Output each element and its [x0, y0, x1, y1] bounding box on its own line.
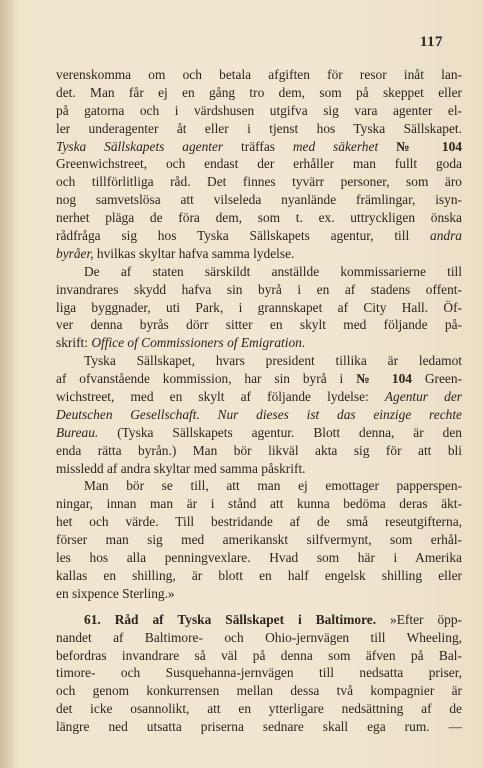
bold-text: № 104: [356, 371, 412, 387]
text-segment: De af staten särskildt anställde kommissarierne till: [84, 263, 462, 279]
text-line: [56, 138, 462, 156]
italic-text: andra: [430, 228, 462, 244]
text-line: [56, 245, 462, 263]
text-line: [56, 424, 462, 442]
text-line: [56, 495, 462, 513]
text-segment: af ofvanstående kommission, har sin byrå i: [56, 371, 357, 387]
text-segment: het och värde. Till bestridande af de små reseutgifterna,: [56, 514, 462, 530]
text-segment: längre ned utsatta priserna sednare skall ega rum. —: [56, 719, 462, 735]
text-line: [56, 209, 462, 227]
text-line: [56, 531, 462, 549]
text-line: [56, 549, 462, 567]
text-line: [56, 120, 462, 138]
text-line: [56, 611, 462, 629]
italic-text: Tyska Sällskapets agenter: [56, 138, 224, 154]
text-segment: ver denna byrås dörr sitter en skylt med följande på-: [56, 317, 462, 333]
text-line: [56, 191, 462, 209]
italic-text: med säkerhet: [292, 138, 379, 154]
italic-text: Office of Commissioners of Emigration.: [91, 335, 306, 351]
page-number: 117: [419, 34, 443, 50]
text-segment: ningar, innan man är i stånd att kunna bedöma deras äkt-: [56, 496, 462, 512]
text-line: [56, 629, 462, 647]
text-line: [56, 227, 462, 245]
paragraph: [56, 263, 462, 352]
text-line: [56, 406, 462, 424]
text-segment: det icke osannolikt, att en ytterligare nedsättning af de: [56, 701, 462, 717]
text-segment: missledd af andra skyltar med samma påskrift.: [56, 460, 306, 476]
paragraph: [56, 352, 462, 477]
italic-text: Bureau.: [56, 424, 99, 440]
text-segment: timore- och Susquehanna-jernvägen till nedsatta priser,: [56, 665, 462, 681]
text-segment: en sixpence Sterling.»: [56, 585, 175, 601]
text-line: [56, 513, 462, 531]
text-line: [56, 682, 462, 700]
text-segment: nog samvetslösa att vilseleda nyanlände främlingar, isyn-: [56, 192, 462, 208]
text-line: [56, 352, 462, 370]
text-line: [56, 664, 462, 682]
body-text: [56, 66, 462, 736]
text-line: [56, 477, 462, 495]
text-segment: träffas: [223, 138, 293, 154]
text-line: [56, 460, 462, 478]
text-segment: och genom konkurrensen mellan dessa två kompagnier är: [56, 683, 462, 699]
text-segment: och tillförlitliga råd. Det finnes tyvärr personer, som äro: [56, 174, 462, 190]
text-segment: nandet af Baltimore- och Ohio-jernvägen till Wheeling,: [56, 629, 462, 645]
italic-text: Agentur der: [384, 389, 462, 405]
text-segment: det. Man får ej en gång tro dem, som på skeppet eller: [56, 84, 462, 100]
text-segment: enda rätta byrån.) Man bör likväl akta sig för att bli: [56, 442, 462, 458]
italic-text: Deutschen Gesellschaft. Nur dieses ist das einzige rechte: [56, 406, 462, 422]
text-segment: på gatorna och i värdshusen utgifva sig vara agenter el-: [56, 102, 462, 118]
text-line: [56, 647, 462, 665]
text-segment: ler underagenter åt eller i tjenst hos Tyska Sällskapet.: [56, 120, 462, 136]
text-segment: wichstreet, med en skylt af följande lydelse:: [56, 389, 385, 405]
text-segment: hvilkas skyltar hafva samma lydelse.: [93, 245, 295, 261]
text-segment: invandrares skydd hafva sin byrå i en af stadens offent-: [56, 281, 462, 297]
text-line: [56, 567, 462, 585]
text-line: [56, 281, 462, 299]
text-line: [56, 84, 462, 102]
paragraph: [56, 477, 462, 602]
text-segment: Tyska Sällskapet, hvars president tillika är ledamot: [84, 353, 462, 369]
text-line: [56, 66, 462, 84]
text-line: [56, 155, 462, 173]
text-line: [56, 316, 462, 334]
text-segment: befordras invandrare så väl på denna som äfven på Bal-: [56, 647, 462, 663]
text-line: [56, 442, 462, 460]
page-gutter: [0, 0, 14, 768]
text-segment: rådfråga sig hos Tyska Sällskapets agentur, till: [56, 228, 430, 244]
text-segment: liga byggnader, uti Park, i grannskapet af City Hall. Öf-: [56, 299, 462, 315]
bold-text: 61. Råd af Tyska Sällskapet i Baltimore.: [84, 611, 377, 627]
italic-text: byråer,: [56, 245, 94, 261]
text-segment: Man bör se till, att man ej emottager papperspen-: [84, 478, 462, 494]
text-line: [56, 173, 462, 191]
text-segment: kallas en shilling, är blott en half engelsk shilling eller: [56, 567, 462, 583]
text-segment: nerhet pläga de föra dem, som t. ex. uttryckligen önska: [56, 210, 462, 226]
text-line: [56, 102, 462, 120]
text-line: [56, 388, 462, 406]
text-line: [56, 334, 462, 352]
text-segment: Greenwichstreet, och endast der erhåller man fullt goda: [56, 156, 462, 172]
text-segment: »Efter öpp-: [376, 611, 462, 627]
text-line: [56, 299, 462, 317]
text-line: [56, 263, 462, 281]
bold-text: № 104: [378, 138, 462, 154]
text-segment: les hos alla penningvexlare. Hvad som här i Amerika: [56, 550, 462, 566]
text-segment: förser man sig med amerikanskt silfvermynt, som erhål-: [56, 532, 462, 548]
text-segment: Green-: [411, 371, 462, 387]
text-segment: verenskomma om och betala afgiften för resor inåt lan-: [56, 67, 462, 82]
paragraph: [56, 66, 462, 263]
text-line: [56, 700, 462, 718]
text-segment: skrift:: [56, 335, 92, 351]
text-line: [56, 585, 462, 603]
text-segment: (Tyska Sällskapets agentur. Blott denna, är den: [98, 424, 462, 440]
paragraph: [56, 611, 462, 736]
text-line: [56, 718, 462, 736]
text-line: [56, 370, 462, 388]
